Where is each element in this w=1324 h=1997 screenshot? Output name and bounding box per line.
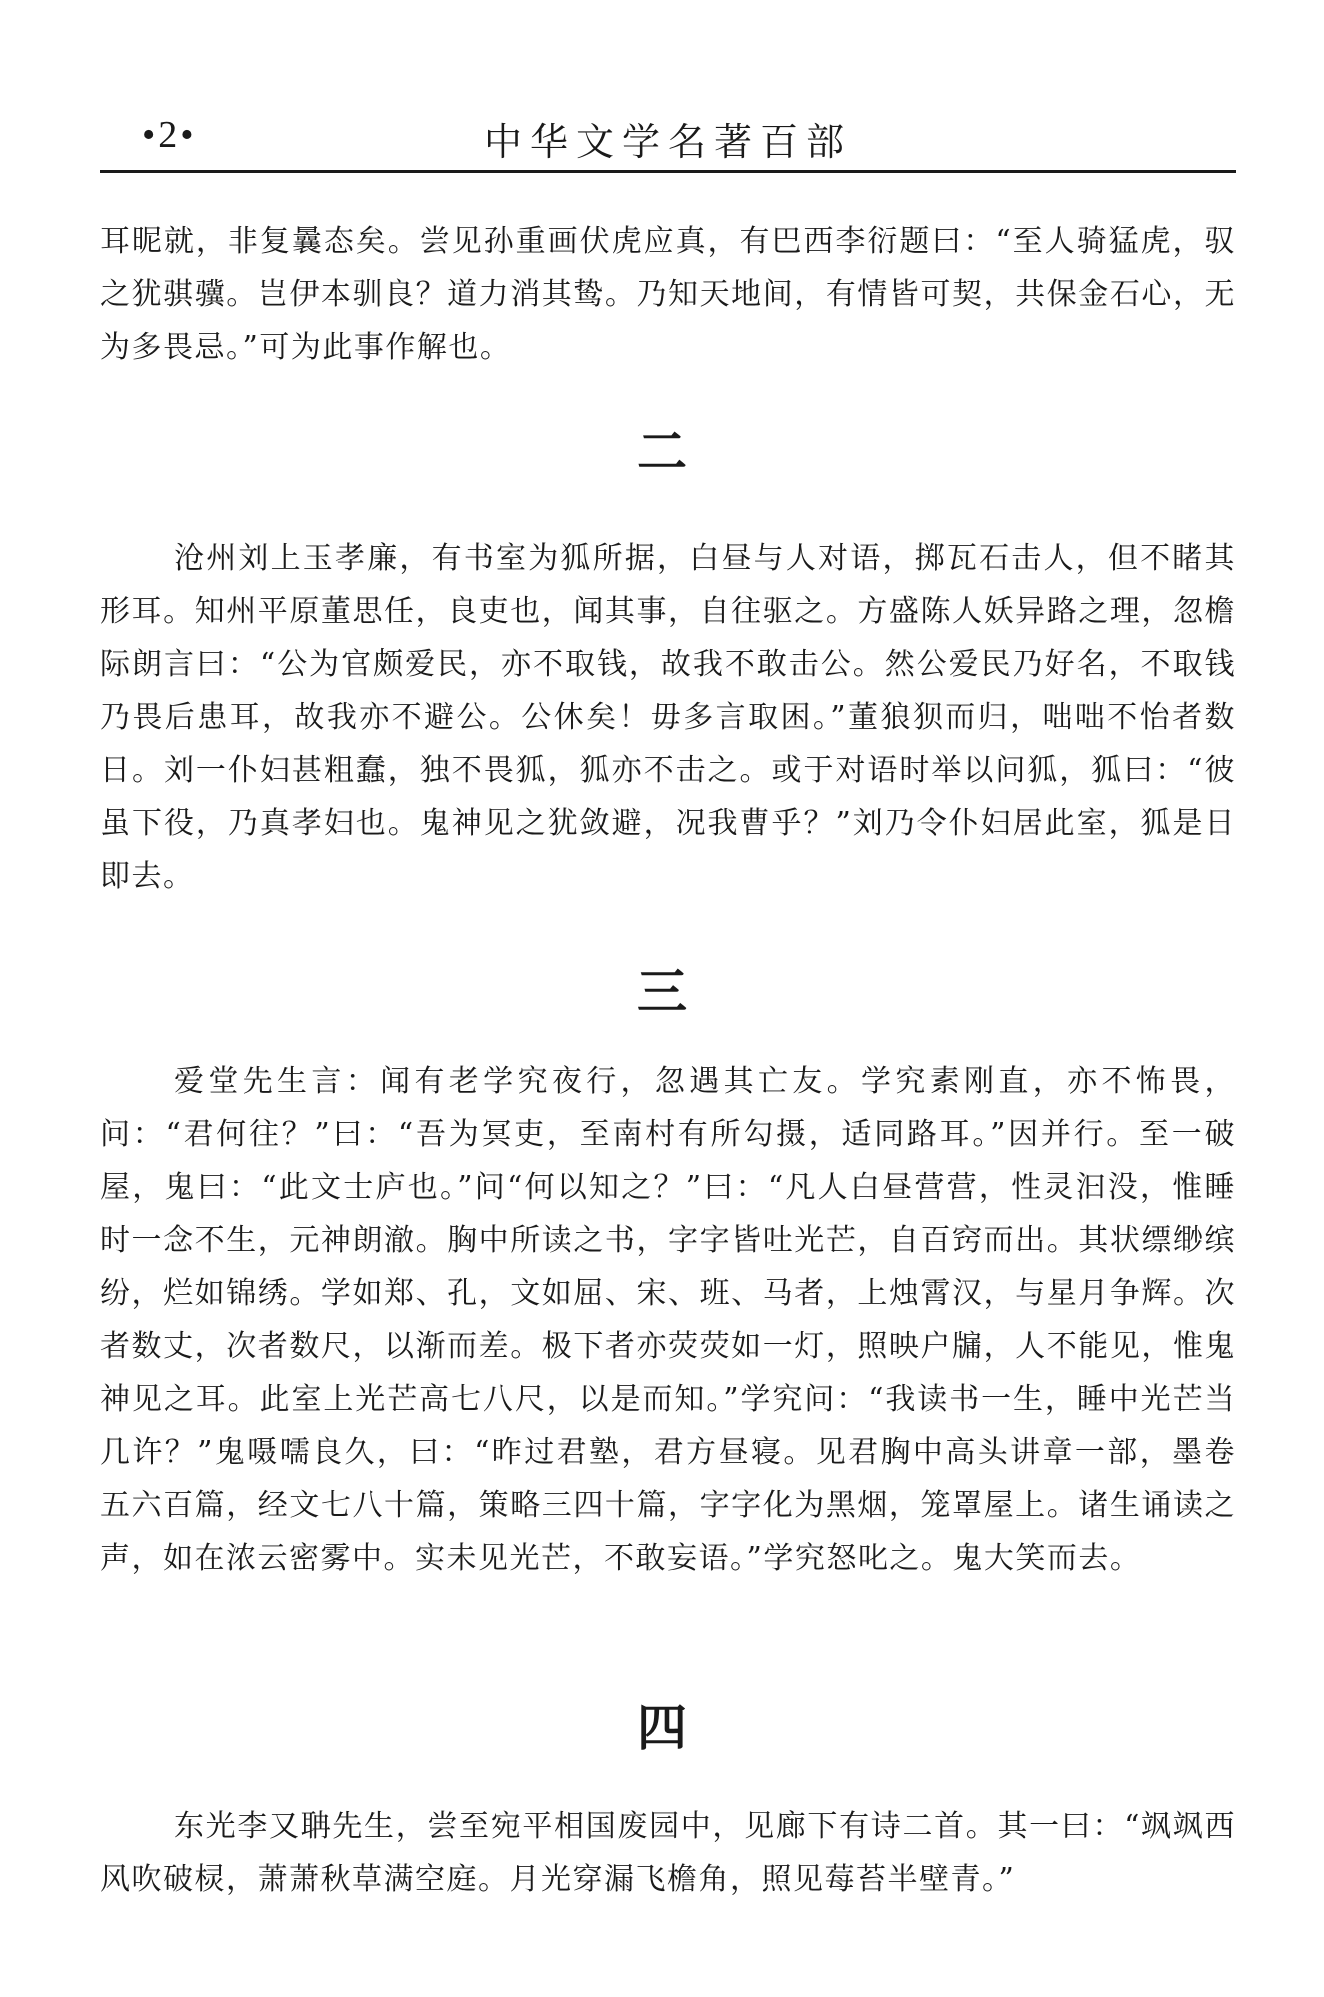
- section-heading-3: 三: [637, 962, 687, 1021]
- section-heading-4: 四: [637, 1698, 687, 1757]
- header-rule: [100, 170, 1236, 173]
- section-heading-2: 二: [637, 422, 687, 481]
- paragraph-continued: [100, 215, 1236, 374]
- paragraph-section-4: [100, 1800, 1236, 1906]
- paragraph-text: 耳昵就，非复曩态矣。尝见孙重画伏虎应真，有巴西李衍题曰：“至人骑猛虎，驭之犹骐骥。岂伊本驯良？道力消其鸷。乃知天地间，有情皆可契，共保金石心，无为多畏忌。”可为此事作解也。: [100, 224, 1236, 365]
- paragraph-text: 东光李又聃先生，尝至宛平相国废园中，见廊下有诗二首。其一曰：“飒飒西风吹破棂，萧萧秋草满空庭。月光穿漏飞檐角，照见莓苔半壁青。”: [100, 1809, 1236, 1897]
- page-header: [100, 103, 1236, 173]
- running-title: 中华文学名著百部: [483, 120, 852, 164]
- paragraph-section-2: [100, 532, 1236, 903]
- paragraph-text: 沧州刘上玉孝廉，有书室为狐所据，白昼与人对语，掷瓦石击人，但不睹其形耳。知州平原董思任，良吏也，闻其事，自往驱之。方盛陈人妖异路之理，忽檐际朗言曰：“公为官颇爱民，亦不取钱，故我不敢击公。然公爱民乃好名，不取钱乃畏后患耳，故我亦不避公。公休矣！毋多言取困。”董狼狈而归，咄咄不怡者数日。刘一仆妇甚粗蠢，独不畏狐，狐亦不击之。或于对语时举以问狐，狐曰：“彼虽下役，乃真孝妇也。鬼神见之犹敛避，况我曹乎？”刘乃令仆妇居此室，狐是日即去。: [100, 541, 1236, 894]
- paragraph-section-3: [100, 1055, 1236, 1585]
- paragraph-text: 爱堂先生言：闻有老学究夜行，忽遇其亡友。学究素刚直，亦不怖畏，问：“君何往？”曰：“吾为冥吏，至南村有所勾摄，适同路耳。”因并行。至一破屋，鬼曰：“此文士庐也。”问“何以知之？”曰：“凡人白昼营营，性灵汩没，惟睡时一念不生，元神朗澈。胸中所读之书，字字皆吐光芒，自百窍而出。其状缥缈缤纷，烂如锦绣。学如郑、孔，文如屈、宋、班、马者，上烛霄汉，与星月争辉。次者数丈，次者数尺，以渐而差。极下者亦荧荧如一灯，照映户牖，人不能见，惟鬼神见之耳。此室上光芒高七八尺，以是而知。”学究问：“我读书一生，睡中光芒当几许？”鬼嗫嚅良久，曰：“昨过君塾，君方昼寝。见君胸中高头讲章一部，墨卷五六百篇，经文七八十篇，策略三四十篇，字字化为黑烟，笼罩屋上。诸生诵读之声，如在浓云密雾中。实未见光芒，不敢妄语。”学究怒叱之。鬼大笑而去。: [100, 1064, 1236, 1576]
- page-number: •2•: [142, 114, 197, 156]
